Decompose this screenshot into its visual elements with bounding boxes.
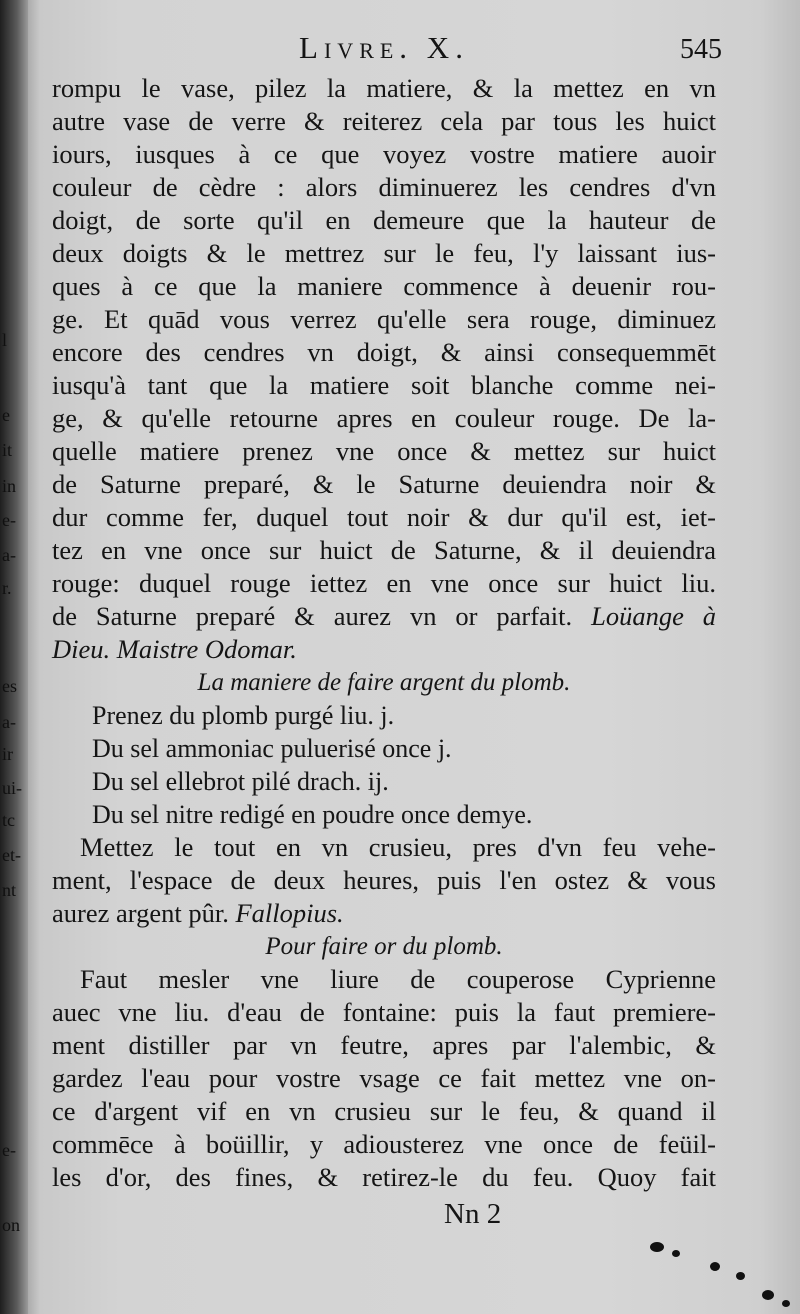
- gutter-fragment: in: [2, 476, 17, 496]
- text-line: auec vne liu. d'eau de fontaine: puis la faut premiere-: [52, 997, 716, 1027]
- text-line: gardez l'eau pour vostre vsage ce fait mettez vne on-: [52, 1063, 716, 1093]
- text-line: ment distiller par vn feutre, apres par l'alembic, &: [52, 1030, 716, 1060]
- gutter-fragment: nt: [2, 880, 17, 900]
- gutter-fragment: a-: [2, 712, 16, 732]
- text-line: ce d'argent vif en vn crusieu sur le feu, & quand il: [52, 1096, 716, 1126]
- recipe-line: Du sel nitre redigé en poudre once demye.: [92, 800, 533, 829]
- gutter-fragment: r.: [2, 578, 12, 598]
- gutter-fragment: et-: [2, 845, 21, 865]
- recipe-line: Prenez du plomb purgé liu. j.: [92, 701, 395, 730]
- ink-blot: [650, 1242, 664, 1252]
- text-line-content: de Saturne preparé & aurez vn or parfait.: [52, 601, 573, 631]
- text-line: tez en vne once sur huict de Saturne, & il deuiendra: [52, 535, 716, 565]
- attribution: Loüange à: [591, 601, 717, 631]
- text-line: rouge: duquel rouge iettez en vne once sur huict liu.: [52, 568, 716, 598]
- text-line: les d'or, des fines, & retirez-le du feu. Quoy fait: [52, 1162, 716, 1192]
- gutter-fragment: tc: [2, 810, 15, 830]
- gutter-fragment: e-: [2, 510, 16, 530]
- ink-blot: [710, 1262, 720, 1271]
- gutter-fragment: e: [2, 405, 10, 425]
- attribution: Fallopius.: [235, 898, 344, 928]
- recipe-line: Du sel ammoniac puluerisé once j.: [92, 734, 452, 763]
- recipe-list: [52, 699, 716, 831]
- text-line: rompu le vase, pilez la matiere, & la mettez en vn: [52, 73, 716, 103]
- text-line: deux doigts & le mettrez sur le feu, l'y laissant ius-: [52, 238, 716, 268]
- text-line: ge. Et quād vous verrez qu'elle sera rouge, diminuez: [52, 304, 716, 334]
- text-line: Faut mesler vne liure de couperose Cyprienne: [80, 964, 716, 994]
- text-line: dur comme fer, duquel tout noir & dur qu'il est, iet-: [52, 502, 716, 532]
- text-line: doigt, de sorte qu'il en demeure que la hauteur de: [52, 205, 716, 235]
- ink-blot: [672, 1250, 680, 1257]
- gutter-fragment: it: [2, 440, 13, 460]
- gutter-fragment: on: [2, 1215, 20, 1235]
- binding-gutter: [0, 0, 28, 1314]
- gutter-fragment: ui-: [2, 778, 22, 798]
- ink-blot: [736, 1272, 745, 1280]
- text-line: couleur de cèdre : alors diminuerez les cendres d'vn: [52, 172, 716, 202]
- page-number: 545: [680, 34, 722, 65]
- text-line: encore des cendres vn doigt, & ainsi consequemmēt: [52, 337, 716, 367]
- gutter-fragment: es: [2, 676, 17, 696]
- text-line: quelle matiere prenez vne once & mettez sur huict: [52, 436, 716, 466]
- gutter-fragment: ir: [2, 744, 13, 764]
- ink-blot: [782, 1300, 790, 1307]
- text-line: ment, l'espace de deux heures, puis l'en ostez & vous: [52, 865, 716, 895]
- text-line: commēce à boüillir, y adiousterez vne once de feüil-: [52, 1129, 716, 1159]
- text-line: ques à ce que la maniere commence à deuenir rou-: [52, 271, 716, 301]
- text-line: iusqu'à tant que la matiere soit blanche comme nei-: [52, 370, 716, 400]
- text-line: de Saturne preparé, & le Saturne deuiendra noir &: [52, 469, 716, 499]
- text-line: [52, 897, 716, 930]
- paragraph-2: [52, 831, 716, 930]
- signature-mark: Nn 2: [444, 1198, 502, 1230]
- text-line: [52, 600, 716, 633]
- text-line: ge, & qu'elle retourne apres en couleur rouge. De la-: [52, 403, 716, 433]
- page-content: [52, 28, 722, 1194]
- paragraph-1: [52, 72, 716, 666]
- gutter-fragment: l: [2, 330, 8, 350]
- recipe-line: Du sel ellebrot pilé drach. ij.: [92, 767, 389, 796]
- section-heading: Pour faire or du plomb.: [265, 933, 503, 960]
- running-head: [52, 28, 722, 72]
- ink-blot: [762, 1290, 774, 1300]
- paragraph-3: [52, 963, 716, 1194]
- text-line: iours, iusques à ce que voyez vostre matiere auoir: [52, 139, 716, 169]
- gutter-fragment: e-: [2, 1140, 16, 1160]
- attribution: Dieu. Maistre Odomar.: [52, 634, 297, 664]
- gutter-fragment: a-: [2, 545, 16, 565]
- section-heading: La maniere de faire argent du plomb.: [197, 669, 571, 696]
- text-line: autre vase de verre & reiterez cela par tous les huict: [52, 106, 716, 136]
- text-line-content: aurez argent pûr.: [52, 898, 229, 928]
- running-head-title: Livre. X.: [299, 30, 469, 65]
- text-line: Mettez le tout en vn crusieu, pres d'vn feu vehe-: [80, 832, 716, 862]
